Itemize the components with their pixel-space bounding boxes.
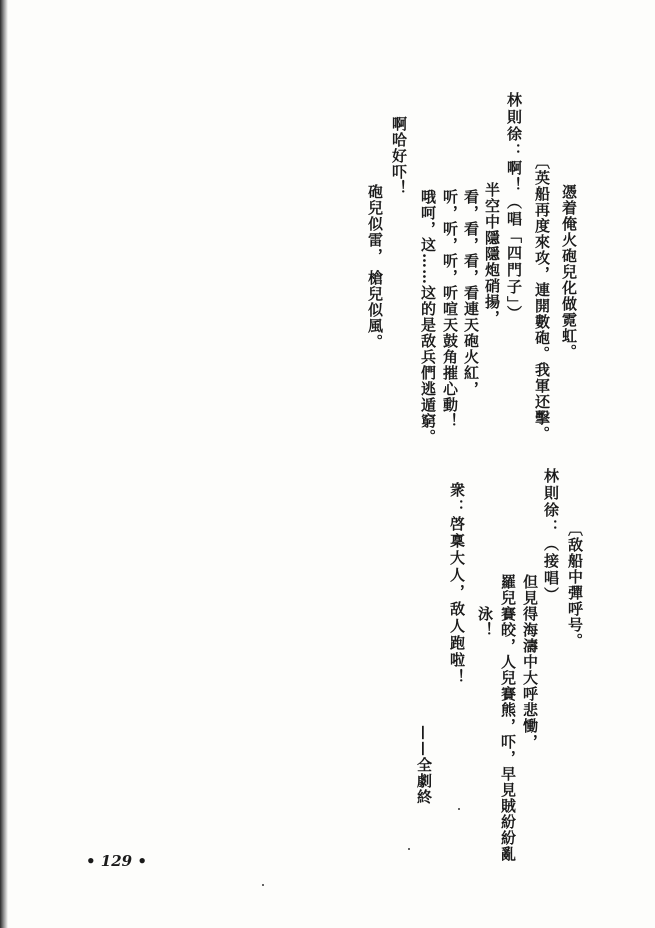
stage-direction: 〔英船再度來攻，連開數砲。我軍还擊。 [533,154,551,442]
text-column: 哦呵，这……这的是敌兵們逃遁窮。 [419,189,437,445]
binding-edge [0,0,8,928]
speaker-line: 林則徐：啊！（唱「四門子」） [505,92,523,323]
text-column: 但見得海濤中大呼悲慟， [521,574,539,750]
text-column: 听，听，听，听喧天鼓角摧心動！ [441,189,459,429]
text-column: 羅兒賽皎，人兒賽熊，吓，早見賊紛紛亂 [499,574,517,862]
page-number: • 129 • [86,852,147,870]
end-marker: ——全劇終 [415,725,433,805]
ink-speck [458,808,460,810]
text-column: 半空中隱隱炮硝揚， [483,182,501,326]
ink-speck [262,884,264,886]
text-column: 槍兒似風。 [366,270,384,350]
text-column: 泳！ [476,606,494,638]
speaker-line: 衆：啓稟大人，敌人跑啦！ [448,482,466,686]
text-column: 憑着俺火砲兒化做霓虹。 [560,184,578,360]
text-column: 啊哈好吓！ [390,116,408,196]
ink-speck [408,848,410,850]
speaker-line: 林則徐：（接唱） [542,468,560,604]
stage-direction: 〔敌船中彈呼号。 [566,521,584,649]
text-column: 砲兒似雷， [366,184,384,264]
text-column: 看，看，看，看連天砲火紅， [462,189,480,397]
